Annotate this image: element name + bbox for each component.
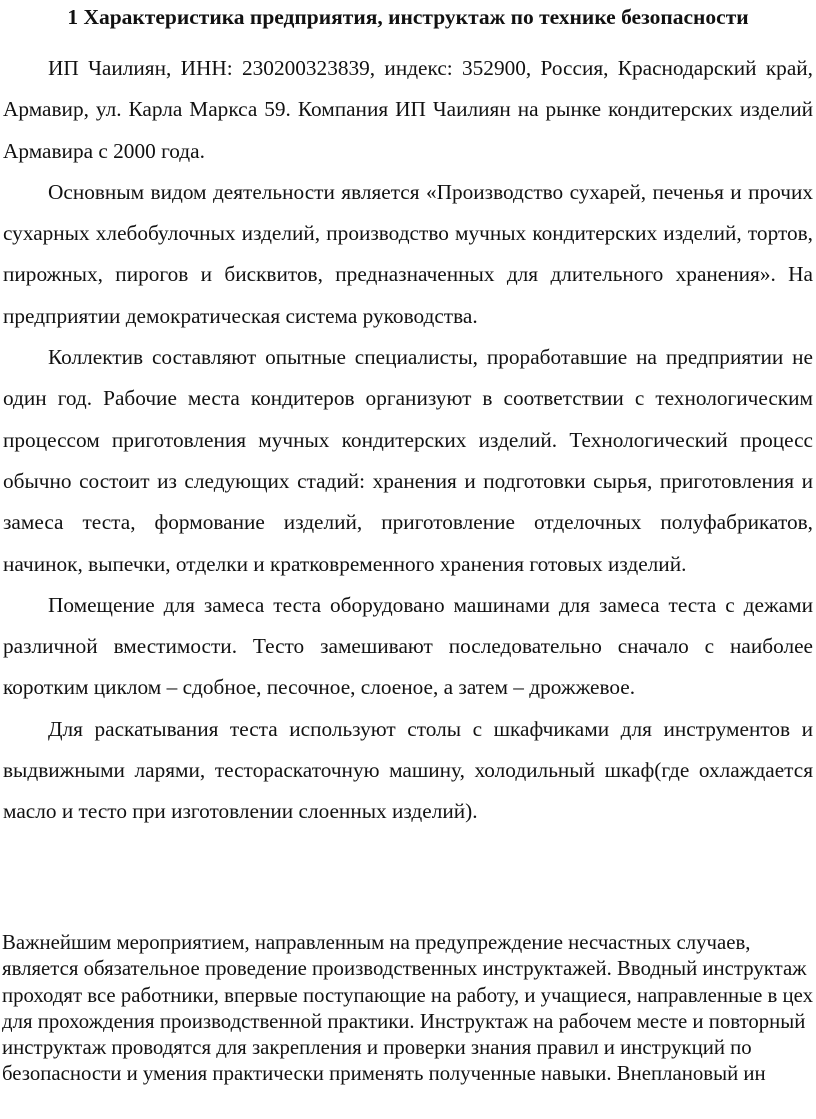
paragraph-activity: Основным видом деятельности является «Производство сухарей, печенья и прочих сухарных хлебобулочных изделий, производство мучных кондитерских изделий, тортов, пирожных, пирогов и бисквитов, предназначенных для длительного хранения». На предприятии демократическая система руководства.: [3, 179, 813, 328]
page-title: 1 Характеристика предприятия, инструктаж по технике безопасности: [67, 5, 749, 29]
paragraph-safety-briefing: Важнейшим мероприятием, направленным на предупреждение несчастных случаев, является обязательное проведение производственных инструктажей. Вводный инструктаж проходят все работники, впервые поступающие на работу, и учащиеся, направленные в цех для прохождения производственной практики. Инструктаж на рабочем месте и повторный инструктаж проводятся для закрепления и проверки знания правил и инструкций по безопасности и умения практически применять полученные навыки. Внеплановый ин: [2, 931, 814, 1086]
paragraph-company-info: ИП Чаилиян, ИНН: 230200323839, индекс: 352900, Россия, Краснодарский край, Армавир, ул. Карла Маркса 59. Компания ИП Чаилиян на рынке кондитерских изделий Армавира с 2000 года.: [3, 56, 813, 163]
paragraph-kneading-room: Помещение для замеса теста оборудовано машинами для замеса теста с дежами различной вместимости. Тесто замешивают последовательно сначало с наиболее коротким циклом – сдобное, песочное, слоеное, а затем – дрожжевое.: [3, 592, 813, 700]
paragraph-rolling-equipment: Для раскатывания теста используют столы с шкафчиками для инструментов и выдвижными ларями, тестораскаточную машину, холодильный шкаф(где охлаждается масло и тесто при изготовлении слоенных изделий).: [3, 716, 813, 824]
document-body: [3, 48, 813, 833]
paragraph-staff: Коллектив составляют опытные специалисты, проработавшие на предприятии не один год. Рабочие места кондитеров организуют в соответствии с технологическим процессом приготовления мучных кондитерских изделий. Технологический процесс обычно состоит из следующих стадий: хранения и подготовки сырья, приготовления и замеса теста, формование изделий, приготовление отделочных полуфабрикатов, начинок, выпечки, отделки и кратковременного хранения готовых изделий.: [3, 345, 813, 576]
